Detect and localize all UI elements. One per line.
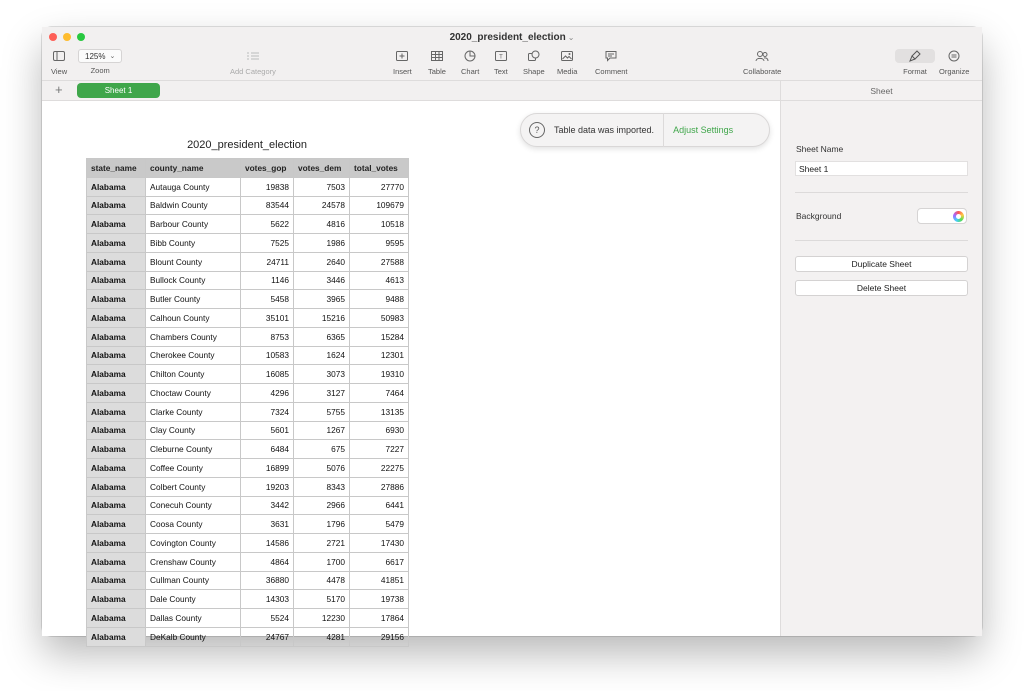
table-row[interactable] (87, 421, 409, 440)
number-cell[interactable]: 83544 (241, 196, 294, 215)
divider (795, 240, 968, 241)
tab-sheet-1[interactable]: Sheet 1 (77, 83, 160, 98)
county-cell[interactable]: Butler County (146, 290, 241, 309)
county-cell[interactable]: Cleburne County (146, 440, 241, 459)
table-body (87, 177, 409, 646)
state-cell[interactable]: Alabama (87, 327, 146, 346)
number-cell[interactable]: 4296 (241, 384, 294, 403)
import-message: Table data was imported. (554, 125, 655, 135)
number-cell[interactable]: 4281 (294, 627, 350, 646)
state-cell[interactable]: Alabama (87, 384, 146, 403)
county-cell[interactable]: Blount County (146, 252, 241, 271)
number-cell[interactable]: 22275 (350, 459, 409, 478)
state-cell[interactable]: Alabama (87, 365, 146, 384)
shape-label: Shape (523, 67, 545, 76)
number-cell[interactable]: 9595 (350, 234, 409, 253)
number-cell[interactable]: 6365 (294, 327, 350, 346)
table-row[interactable] (87, 552, 409, 571)
sheet-name-label: Sheet Name (796, 144, 844, 154)
county-cell[interactable]: Chambers County (146, 327, 241, 346)
number-cell[interactable]: 5479 (350, 515, 409, 534)
table-row[interactable] (87, 609, 409, 628)
column-header[interactable]: total_votes (350, 159, 409, 178)
number-cell[interactable]: 3127 (294, 384, 350, 403)
state-cell[interactable]: Alabama (87, 609, 146, 628)
format-button[interactable] (895, 49, 935, 76)
county-cell[interactable]: Chilton County (146, 365, 241, 384)
number-cell[interactable]: 6617 (350, 552, 409, 571)
number-cell[interactable]: 1700 (294, 552, 350, 571)
sheet-canvas[interactable] (42, 102, 780, 642)
state-cell[interactable]: Alabama (87, 477, 146, 496)
county-cell[interactable]: DeKalb County (146, 627, 241, 646)
number-cell[interactable]: 2721 (294, 534, 350, 553)
image-icon (561, 49, 573, 63)
number-cell[interactable]: 36880 (241, 571, 294, 590)
table-title[interactable]: 2020_president_election (187, 139, 307, 151)
table-row[interactable] (87, 234, 409, 253)
state-cell[interactable]: Alabama (87, 309, 146, 328)
state-cell[interactable]: Alabama (87, 290, 146, 309)
state-cell[interactable]: Alabama (87, 571, 146, 590)
toast-divider (663, 113, 664, 147)
table-row[interactable] (87, 440, 409, 459)
number-cell[interactable]: 7324 (241, 402, 294, 421)
table-label: Table (428, 67, 446, 76)
table-row[interactable] (87, 309, 409, 328)
background-label: Background (796, 211, 842, 221)
state-cell[interactable]: Alabama (87, 421, 146, 440)
svg-text:T: T (499, 54, 503, 61)
column-header[interactable]: votes_dem (294, 159, 350, 178)
number-cell[interactable]: 7227 (350, 440, 409, 459)
table-row[interactable] (87, 459, 409, 478)
state-cell[interactable]: Alabama (87, 440, 146, 459)
state-cell[interactable]: Alabama (87, 196, 146, 215)
table-row[interactable] (87, 327, 409, 346)
county-cell[interactable]: Dallas County (146, 609, 241, 628)
number-cell[interactable]: 24711 (241, 252, 294, 271)
insert-label: Insert (393, 67, 412, 76)
toolbar (42, 27, 982, 81)
number-cell[interactable]: 17430 (350, 534, 409, 553)
text-icon (495, 49, 507, 63)
number-cell[interactable]: 3442 (241, 496, 294, 515)
county-cell[interactable]: Choctaw County (146, 384, 241, 403)
list-icon (247, 49, 259, 63)
divider (795, 192, 968, 193)
number-cell[interactable]: 15284 (350, 327, 409, 346)
format-inspector (780, 81, 982, 636)
comment-button[interactable] (595, 49, 628, 76)
number-cell[interactable]: 8343 (294, 477, 350, 496)
county-cell[interactable]: Conecuh County (146, 496, 241, 515)
chart-label: Chart (461, 67, 480, 76)
number-cell[interactable]: 5458 (241, 290, 294, 309)
number-cell[interactable]: 27770 (350, 177, 409, 196)
table-row[interactable] (87, 346, 409, 365)
number-cell[interactable]: 14303 (241, 590, 294, 609)
state-cell[interactable]: Alabama (87, 459, 146, 478)
number-cell[interactable]: 50983 (350, 309, 409, 328)
county-cell[interactable]: Barbour County (146, 215, 241, 234)
state-cell[interactable]: Alabama (87, 496, 146, 515)
number-cell[interactable]: 5170 (294, 590, 350, 609)
county-cell[interactable]: Crenshaw County (146, 552, 241, 571)
number-cell[interactable]: 12301 (350, 346, 409, 365)
document-title[interactable] (42, 32, 982, 43)
number-cell[interactable]: 5601 (241, 421, 294, 440)
table-row[interactable] (87, 534, 409, 553)
county-cell[interactable]: Bullock County (146, 271, 241, 290)
number-cell[interactable]: 3965 (294, 290, 350, 309)
state-cell[interactable]: Alabama (87, 252, 146, 271)
state-cell[interactable]: Alabama (87, 534, 146, 553)
number-cell[interactable]: 24578 (294, 196, 350, 215)
state-cell[interactable]: Alabama (87, 627, 146, 646)
collaborate-label: Collaborate (743, 67, 782, 76)
comment-label: Comment (595, 67, 628, 76)
number-cell[interactable]: 19838 (241, 177, 294, 196)
table-row[interactable] (87, 196, 409, 215)
county-cell[interactable]: Autauga County (146, 177, 241, 196)
collaborate-button[interactable] (743, 49, 781, 76)
table-row[interactable] (87, 477, 409, 496)
table-row[interactable] (87, 384, 409, 403)
table-row[interactable] (87, 571, 409, 590)
table-row[interactable] (87, 515, 409, 534)
number-cell[interactable]: 7464 (350, 384, 409, 403)
number-cell[interactable]: 19310 (350, 365, 409, 384)
county-cell[interactable]: Calhoun County (146, 309, 241, 328)
media-button[interactable] (557, 49, 577, 76)
text-label: Text (494, 67, 508, 76)
number-cell[interactable]: 675 (294, 440, 350, 459)
number-cell[interactable]: 3073 (294, 365, 350, 384)
data-table[interactable] (86, 158, 409, 647)
chevron-down-icon: ⌄ (567, 33, 575, 42)
organize-icon (948, 49, 960, 63)
table-row[interactable] (87, 290, 409, 309)
number-cell[interactable]: 7503 (294, 177, 350, 196)
number-cell[interactable]: 3631 (241, 515, 294, 534)
county-cell[interactable]: Cullman County (146, 571, 241, 590)
table-button[interactable] (428, 49, 446, 76)
county-cell[interactable]: Covington County (146, 534, 241, 553)
county-cell[interactable]: Clay County (146, 421, 241, 440)
paintbrush-icon (895, 49, 935, 63)
zoom-control[interactable] (78, 49, 122, 75)
shape-button[interactable] (523, 49, 545, 76)
comment-icon (605, 49, 617, 63)
adjust-settings-button[interactable]: Adjust Settings (673, 125, 734, 135)
table-row[interactable] (87, 271, 409, 290)
document-title-text: 2020_president_election (449, 32, 566, 43)
number-cell[interactable]: 5755 (294, 402, 350, 421)
add-category-button[interactable] (230, 49, 276, 76)
organize-button[interactable] (939, 49, 969, 76)
table-row[interactable] (87, 590, 409, 609)
add-sheet-button[interactable]: + (55, 82, 63, 97)
number-cell[interactable]: 3446 (294, 271, 350, 290)
number-cell[interactable]: 19203 (241, 477, 294, 496)
state-cell[interactable]: Alabama (87, 552, 146, 571)
number-cell[interactable]: 5076 (294, 459, 350, 478)
number-cell[interactable]: 29156 (350, 627, 409, 646)
county-cell[interactable]: Coosa County (146, 515, 241, 534)
number-cell[interactable]: 19738 (350, 590, 409, 609)
insert-button[interactable] (393, 49, 412, 76)
county-cell[interactable]: Coffee County (146, 459, 241, 478)
state-cell[interactable]: Alabama (87, 402, 146, 421)
view-label: View (51, 67, 68, 76)
number-cell[interactable]: 2640 (294, 252, 350, 271)
number-cell[interactable]: 12230 (294, 609, 350, 628)
number-cell[interactable]: 10583 (241, 346, 294, 365)
sheet-tab-bar (42, 81, 780, 101)
state-cell[interactable]: Alabama (87, 346, 146, 365)
view-button[interactable] (51, 49, 67, 76)
question-icon: ? (529, 122, 545, 138)
state-cell[interactable]: Alabama (87, 515, 146, 534)
number-cell[interactable]: 27886 (350, 477, 409, 496)
table-row[interactable] (87, 215, 409, 234)
state-cell[interactable]: Alabama (87, 590, 146, 609)
delete-sheet-button[interactable]: Delete Sheet (795, 280, 968, 296)
media-label: Media (557, 67, 578, 76)
inspector-tab-sheet[interactable]: Sheet (781, 81, 982, 101)
table-row[interactable] (87, 365, 409, 384)
table-row[interactable] (87, 252, 409, 271)
number-cell[interactable]: 16085 (241, 365, 294, 384)
organize-label: Organize (939, 67, 970, 76)
state-cell[interactable]: Alabama (87, 234, 146, 253)
number-cell[interactable]: 6441 (350, 496, 409, 515)
county-cell[interactable]: Baldwin County (146, 196, 241, 215)
number-cell[interactable]: 5524 (241, 609, 294, 628)
numbers-window (42, 27, 982, 642)
county-cell[interactable]: Clarke County (146, 402, 241, 421)
add-category-label: Add Category (230, 67, 276, 76)
column-header[interactable]: votes_gop (241, 159, 294, 178)
number-cell[interactable]: 1986 (294, 234, 350, 253)
zoom-label: Zoom (90, 66, 110, 75)
zoom-value: 125% (85, 51, 106, 61)
sheet-name-field[interactable]: Sheet 1 (795, 161, 968, 176)
chart-button[interactable] (461, 49, 479, 76)
table-row[interactable] (87, 627, 409, 646)
number-cell[interactable]: 6484 (241, 440, 294, 459)
state-cell[interactable]: Alabama (87, 215, 146, 234)
county-cell[interactable]: Cherokee County (146, 346, 241, 365)
number-cell[interactable]: 27588 (350, 252, 409, 271)
import-notification (520, 113, 770, 147)
number-cell[interactable]: 35101 (241, 309, 294, 328)
table-row[interactable] (87, 496, 409, 515)
number-cell[interactable]: 4864 (241, 552, 294, 571)
number-cell[interactable]: 109679 (350, 196, 409, 215)
number-cell[interactable]: 14586 (241, 534, 294, 553)
table-row[interactable] (87, 177, 409, 196)
number-cell[interactable]: 9488 (350, 290, 409, 309)
shape-icon (528, 49, 540, 63)
collaborate-icon (755, 49, 769, 63)
color-wheel-icon[interactable] (953, 211, 964, 222)
number-cell[interactable]: 1146 (241, 271, 294, 290)
number-cell[interactable]: 13135 (350, 402, 409, 421)
table-header-row (87, 159, 409, 178)
number-cell[interactable]: 4816 (294, 215, 350, 234)
number-cell[interactable]: 1796 (294, 515, 350, 534)
state-cell[interactable]: Alabama (87, 177, 146, 196)
chart-icon (464, 49, 476, 63)
number-cell[interactable]: 16899 (241, 459, 294, 478)
number-cell[interactable]: 24767 (241, 627, 294, 646)
number-cell[interactable]: 8753 (241, 327, 294, 346)
number-cell[interactable]: 10518 (350, 215, 409, 234)
number-cell[interactable]: 4613 (350, 271, 409, 290)
number-cell[interactable]: 41851 (350, 571, 409, 590)
state-cell[interactable]: Alabama (87, 271, 146, 290)
format-label: Format (903, 67, 927, 76)
number-cell[interactable]: 17864 (350, 609, 409, 628)
number-cell[interactable]: 2966 (294, 496, 350, 515)
column-header[interactable]: state_name (87, 159, 146, 178)
background-color-well[interactable] (917, 208, 967, 224)
number-cell[interactable]: 5622 (241, 215, 294, 234)
county-cell[interactable]: Bibb County (146, 234, 241, 253)
number-cell[interactable]: 4478 (294, 571, 350, 590)
zoom-select[interactable] (78, 49, 122, 63)
table-icon (431, 49, 443, 63)
number-cell[interactable]: 1267 (294, 421, 350, 440)
duplicate-sheet-button[interactable]: Duplicate Sheet (795, 256, 968, 272)
county-cell[interactable]: Dale County (146, 590, 241, 609)
number-cell[interactable]: 7525 (241, 234, 294, 253)
number-cell[interactable]: 1624 (294, 346, 350, 365)
text-button[interactable] (494, 49, 508, 76)
number-cell[interactable]: 15216 (294, 309, 350, 328)
chevron-down-icon: ⌄ (109, 53, 116, 60)
column-header[interactable]: county_name (146, 159, 241, 178)
insert-icon (396, 49, 408, 63)
sidebar-icon (53, 49, 65, 63)
county-cell[interactable]: Colbert County (146, 477, 241, 496)
number-cell[interactable]: 6930 (350, 421, 409, 440)
table-row[interactable] (87, 402, 409, 421)
